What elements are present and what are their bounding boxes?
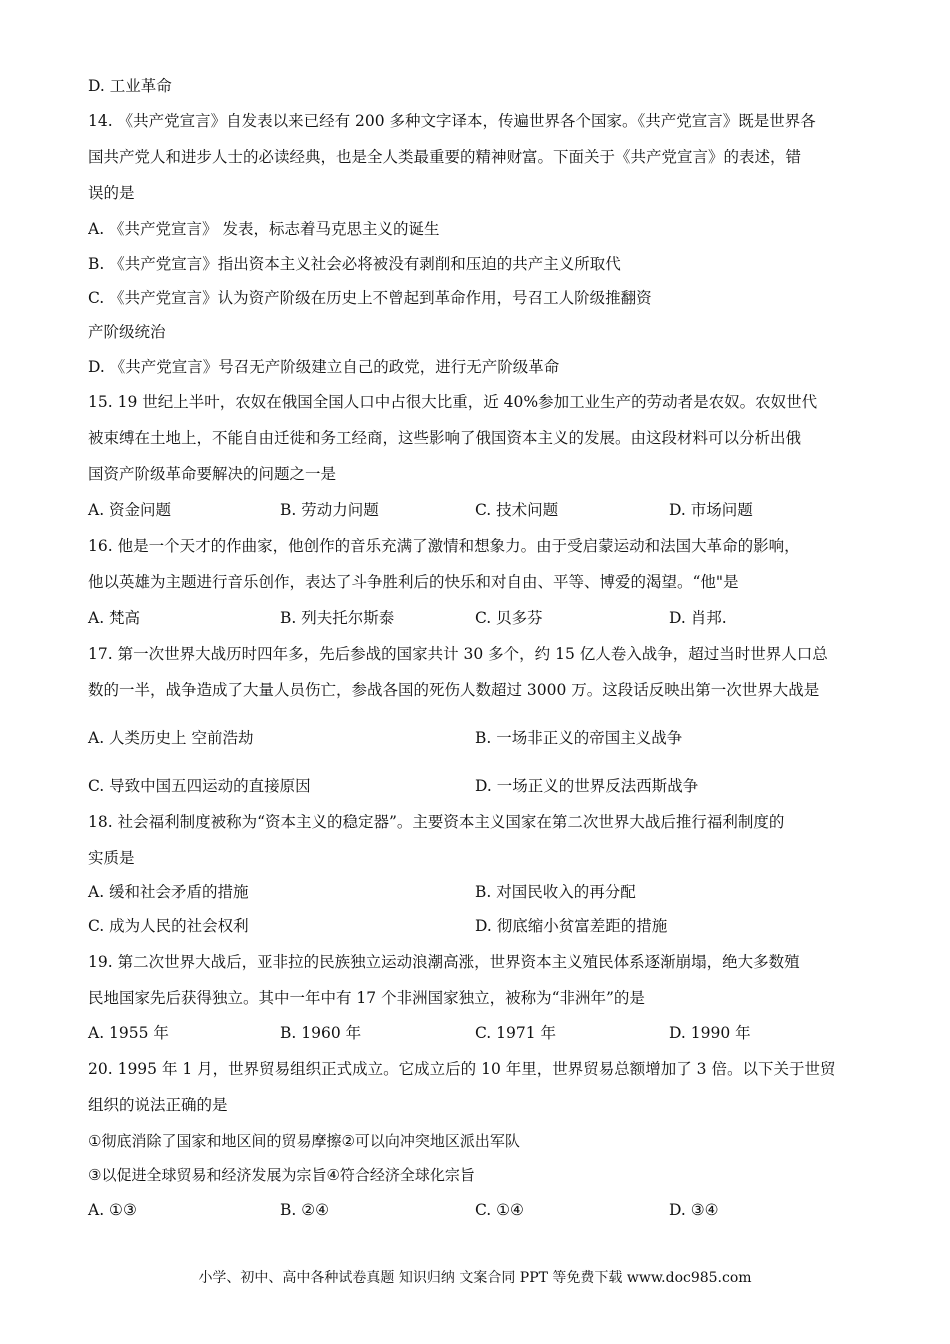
q14-option-d: D. 《共产党宣言》号召无产阶级建立自己的政党，进行无产阶级革命	[88, 358, 560, 376]
q18-options-row-2	[88, 915, 878, 937]
page-footer: 小学、初中、高中各种试卷真题 知识归纳 文案合同 PPT 等免费下载 www.doc985.com	[198, 1270, 752, 1286]
q17-option-a: A. 人类历史上 空前浩劫	[88, 729, 254, 747]
q18-options-row-1	[88, 881, 878, 903]
q15-option-d: D. 市场问题	[669, 501, 753, 519]
q15-option-c: C. 技术问题	[475, 501, 559, 519]
q16-option-b: B. 列夫托尔斯泰	[280, 609, 395, 627]
q15-stem-line-1: 15. 19 世纪上半叶，农奴在俄国全国人口中占很大比重，近 40%参加工业生产的劳动者是农奴。农奴世代	[88, 393, 818, 411]
q20-option-a: A. ①③	[88, 1201, 137, 1219]
q20-option-c: C. ①④	[475, 1201, 524, 1219]
q14-option-c-cont: 产阶级统治	[88, 323, 166, 341]
q17-options-row-2	[88, 775, 878, 797]
q15-options	[88, 499, 878, 521]
q16-options	[88, 607, 878, 629]
q15-stem-line-2: 被束缚在土地上，不能自由迁徙和务工经商，这些影响了俄国资本主义的发展。由这段材料可以分析出俄	[88, 429, 802, 447]
q20-option-d: D. ③④	[669, 1201, 719, 1219]
q18-option-b: B. 对国民收入的再分配	[475, 883, 636, 901]
q18-option-c: C. 成为人民的社会权利	[88, 917, 249, 935]
q19-options	[88, 1022, 878, 1044]
q18-stem-line-2: 实质是	[88, 849, 135, 867]
q19-option-d: D. 1990 年	[669, 1024, 751, 1042]
q14-stem-line-3: 误的是	[88, 184, 135, 202]
q20-option-b: B. ②④	[280, 1201, 330, 1219]
q18-stem-line-1: 18. 社会福利制度被称为“资本主义的稳定器”。主要资本主义国家在第二次世界大战后推行福利制度的	[88, 813, 785, 831]
q18-option-d: D. 彻底缩小贫富差距的措施	[475, 917, 668, 935]
q20-stem-line-2: 组织的说法正确的是	[88, 1096, 228, 1114]
q17-option-b: B. 一场非正义的帝国主义战争	[475, 729, 683, 747]
q16-stem-line-2: 他以英雄为主题进行音乐创作，表达了斗争胜利后的快乐和对自由、平等、博爱的渴望。“他"是	[88, 573, 739, 591]
q14-option-a: A. 《共产党宣言》 发表，标志着马克思主义的诞生	[88, 220, 440, 238]
q20-statements-line-1: ①彻底消除了国家和地区间的贸易摩擦②可以向冲突地区派出军队	[88, 1132, 520, 1150]
q16-option-a: A. 梵高	[88, 609, 141, 627]
q17-stem-line-2: 数的一半，战争造成了大量人员伤亡，参战各国的死伤人数超过 3000 万。这段话反映出第一次世界大战是	[88, 681, 820, 699]
q17-option-c: C. 导致中国五四运动的直接原因	[88, 777, 311, 795]
q19-stem-line-2: 民地国家先后获得独立。其中一年中有 17 个非洲国家独立，被称为“非洲年”的是	[88, 989, 645, 1007]
q14-stem-line-1: 14. 《共产党宣言》自发表以来已经有 200 多种文字译本，传遍世界各个国家。《共产党宣言》既是世界各	[88, 112, 816, 130]
q20-options	[88, 1199, 878, 1221]
q18-option-a: A. 缓和社会矛盾的措施	[88, 883, 249, 901]
q19-option-c: C. 1971 年	[475, 1024, 557, 1042]
q17-options-row-1	[88, 727, 878, 749]
q19-option-a: A. 1955 年	[88, 1024, 169, 1042]
q16-option-d: D. 肖邦.	[669, 609, 727, 627]
q17-option-d: D. 一场正义的世界反法西斯战争	[475, 777, 699, 795]
q15-stem-line-3: 国资产阶级革命要解决的问题之一是	[88, 465, 337, 483]
q13-option-d: D. 工业革命	[88, 77, 172, 95]
q16-stem-line-1: 16. 他是一个天才的作曲家，他创作的音乐充满了激情和想象力。由于受启蒙运动和法国大革命的影响，	[88, 537, 800, 555]
q14-option-b: B. 《共产党宣言》指出资本主义社会必将被没有剥削和压迫的共产主义所取代	[88, 255, 621, 273]
q14-stem-line-2: 国共产党人和进步人士的必读经典，也是全人类最重要的精神财富。下面关于《共产党宣言》的表述，错	[88, 148, 802, 166]
q20-statements-line-2: ③以促进全球贸易和经济发展为宗旨④符合经济全球化宗旨	[88, 1166, 475, 1184]
q19-stem-line-1: 19. 第二次世界大战后，亚非拉的民族独立运动浪潮高涨，世界资本主义殖民体系逐渐崩塌，绝大多数殖	[88, 953, 800, 971]
q15-option-a: A. 资金问题	[88, 501, 172, 519]
q19-option-b: B. 1960 年	[280, 1024, 362, 1042]
q14-option-c: C. 《共产党宣言》认为资产阶级在历史上不曾起到革命作用，号召工人阶级推翻资	[88, 289, 652, 307]
q16-option-c: C. 贝多芬	[475, 609, 543, 627]
q17-stem-line-1: 17. 第一次世界大战历时四年多，先后参战的国家共计 30 多个，约 15 亿人卷入战争，超过当时世界人口总	[88, 645, 828, 663]
q15-option-b: B. 劳动力问题	[280, 501, 379, 519]
q20-stem-line-1: 20. 1995 年 1 月，世界贸易组织正式成立。它成立后的 10 年里，世界贸易总额增加了 3 倍。以下关于世贸	[88, 1060, 836, 1078]
